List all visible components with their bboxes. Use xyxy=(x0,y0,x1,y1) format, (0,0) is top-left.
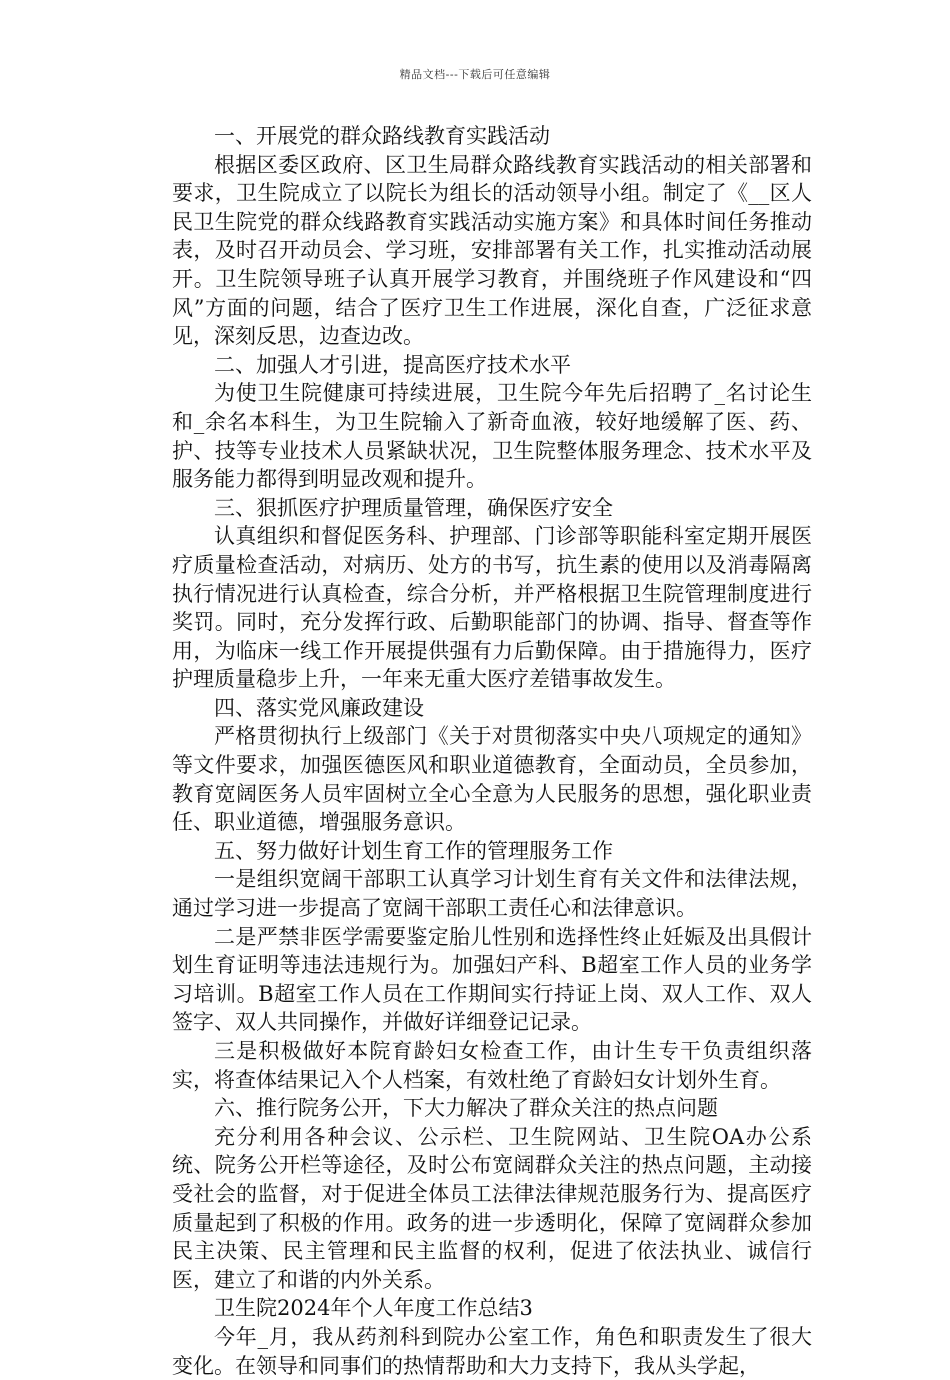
section-heading-3: 三、狠抓医疗护理质量管理，确保医疗安全 xyxy=(214,495,613,520)
section-heading-2: 二、加强人才引进，提高医疗技术水平 xyxy=(214,352,571,377)
section-heading-4: 四、落实党风廉政建设 xyxy=(214,695,424,720)
paragraph-6: 充分利用各种会议、公示栏、卫生院网站、卫生院OA办公系统、院务公开栏等途径，及时公布宽阔群众关注的热点问题，主动接受社会的监督，对于促进全体员工法律法律规范服务行为、提高医疗质量起到了积极的作用。政务的进一步透明化，保障了宽阔群众参加民主决策、民主管理和民主监督的权利，促进了依法执业、诚信行医，建立了和谐的内外关系。 xyxy=(172,1124,812,1292)
paragraph-4: 严格贯彻执行上级部门《关于对贯彻落实中央八项规定的通知》等文件要求，加强医德医风和职业道德教育，全面动员，全员参加，教育宽阔医务人员牢固树立全心全意为人民服务的思想，强化职业责任、职业道德，增强服务意识。 xyxy=(172,724,812,835)
section-heading-1: 一、开展党的群众路线教育实践活动 xyxy=(214,124,550,148)
paragraph-5b: 二是严禁非医学需要鉴定胎儿性别和选择性终止妊娠及出具假计划生育证明等违法违规行为。加强妇产科、B超室工作人员的业务学习培训。B超室工作人员在工作期间实行持证上岗、双人工作、双人签字、双人共同操作，并做好详细登记记录。 xyxy=(172,924,812,1035)
document-body xyxy=(172,122,812,1380)
section-heading-5: 五、努力做好计划生育工作的管理服务工作 xyxy=(214,838,613,863)
document-header-note: 精品文档---下载后可任意编辑 xyxy=(399,68,551,81)
paragraph-3: 认真组织和督促医务科、护理部、门诊部等职能科室定期开展医疗质量检查活动，对病历、处方的书写，抗生素的使用以及消毒隔离执行情况进行认真检查，综合分析，并严格根据卫生院管理制度进行奖罚。同时，充分发挥行政、后勤职能部门的协调、指导、督查等作用，为临床一线工作开展提供强有力后勤保障。由于措施得力，医疗护理质量稳步上升，一年来无重大医疗差错事故发生。 xyxy=(172,524,812,692)
paragraph-2: 为使卫生院健康可持续进展，卫生院今年先后招聘了_名讨论生和_余名本科生，为卫生院输入了新奇血液，较好地缓解了医、药、护、技等专业技术人员紧缺状况，卫生院整体服务理念、技术水平及服务能力都得到明显改观和提升。 xyxy=(172,381,812,492)
document-title-3: 卫生院2024年个人年度工作总结3 xyxy=(214,1296,533,1321)
section-heading-6: 六、推行院务公开，下大力解决了群众关注的热点问题 xyxy=(214,1096,718,1121)
paragraph-5a: 一是组织宽阔干部职工认真学习计划生育有关文件和法律法规，通过学习进一步提高了宽阔干部职工责任心和法律意识。 xyxy=(172,867,812,921)
paragraph-7: 今年_月，我从药剂科到院办公室工作，角色和职责发生了很大变化。在领导和同事们的热情帮助和大力支持下，我从头学起， xyxy=(172,1324,812,1378)
paragraph-1: 根据区委区政府、区卫生局群众路线教育实践活动的相关部署和要求，卫生院成立了以院长为组长的活动领导小组。制定了《__区人民卫生院党的群众线路教育实践活动实施方案》和具体时间任务推动表，及时召开动员会、学习班，安排部署有关工作，扎实推动活动展开。卫生院领导班子认真开展学习教育，并围绕班子作风建设和“四风”方面的问题，结合了医疗卫生工作进展，深化自查，广泛征求意见，深刻反思，边查边改。 xyxy=(172,152,812,349)
paragraph-5c: 三是积极做好本院育龄妇女检查工作，由计生专干负责组织落实，将查体结果记入个人档案，有效杜绝了育龄妇女计划外生育。 xyxy=(172,1039,812,1092)
